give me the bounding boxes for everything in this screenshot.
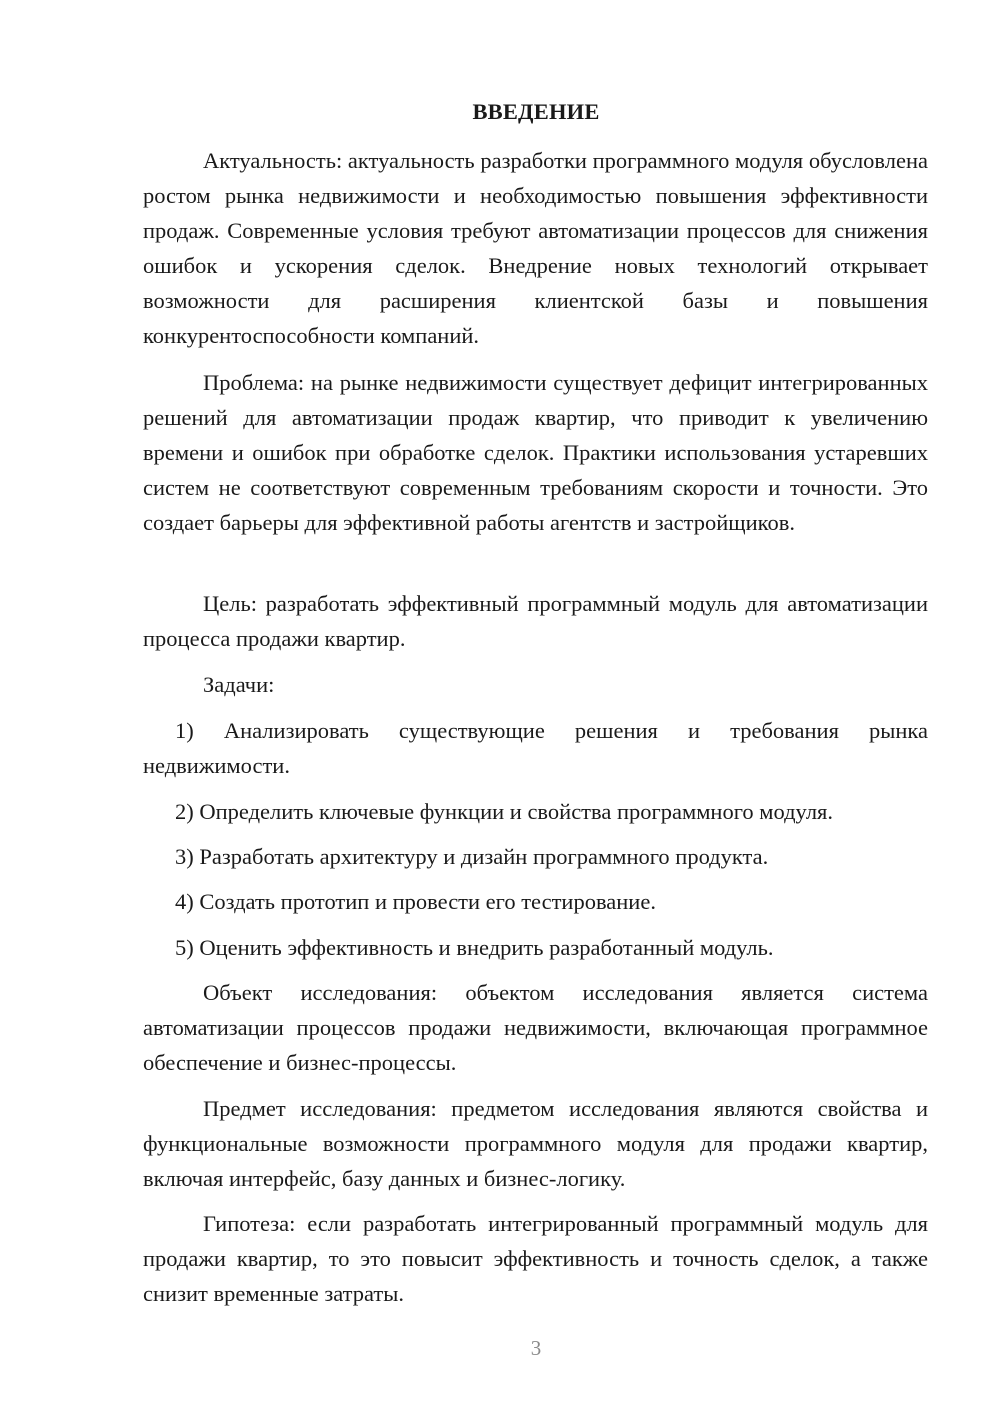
page-number: 3 [530, 1336, 542, 1360]
paragraph-goal: Цель: разработать эффективный программный модуль для автоматизации процесса продажи квартир. [143, 591, 928, 651]
task-item-5: 5) Оценить эффективность и внедрить разработанный модуль. [175, 935, 774, 960]
task-item-1: 1) Анализировать существующие решения и требования рынка недвижимости. [143, 718, 928, 778]
task-item-4: 4) Создать прототип и провести его тестирование. [175, 889, 656, 914]
tasks-heading: Задачи: [203, 672, 275, 697]
task-item-2: 2) Определить ключевые функции и свойства программного модуля. [175, 799, 834, 824]
section-title: ВВЕДЕНИЕ [472, 99, 600, 124]
paragraph-hypothesis: Гипотеза: если разработать интегрированный программный модуль для продажи квартир, то это повысит эффективность и точность сделок, а также снизит временные затраты. [143, 1211, 928, 1306]
paragraph-relevance: Актуальность: актуальность разработки программного модуля обусловлена ростом рынка недвижимости и необходимостью повышения эффективности продаж. Современные условия требуют автоматизации процессов для снижения ошибок и ускорения сделок. Внедрение новых технологий открывает возможности для расширения клиентской базы и повышения конкурентоспособности компаний. [143, 148, 928, 348]
paragraph-problem: Проблема: на рынке недвижимости существует дефицит интегрированных решений для автоматизации продаж квартир, что приводит к увеличению времени и ошибок при обработке сделок. Практики использования устаревших систем не соответствуют современным требованиям скорости и точности. Это создает барьеры для эффективной работы агентств и застройщиков. [143, 370, 928, 535]
task-item-3: 3) Разработать архитектуру и дизайн программного продукта. [175, 844, 769, 869]
paragraph-object: Объект исследования: объектом исследования является система автоматизации процессов продажи недвижимости, включающая программное обеспечение и бизнес-процессы. [143, 980, 928, 1075]
paragraph-subject: Предмет исследования: предметом исследования являются свойства и функциональные возможности программного модуля для продажи квартир, включая интерфейс, базу данных и бизнес-логику. [143, 1096, 928, 1191]
